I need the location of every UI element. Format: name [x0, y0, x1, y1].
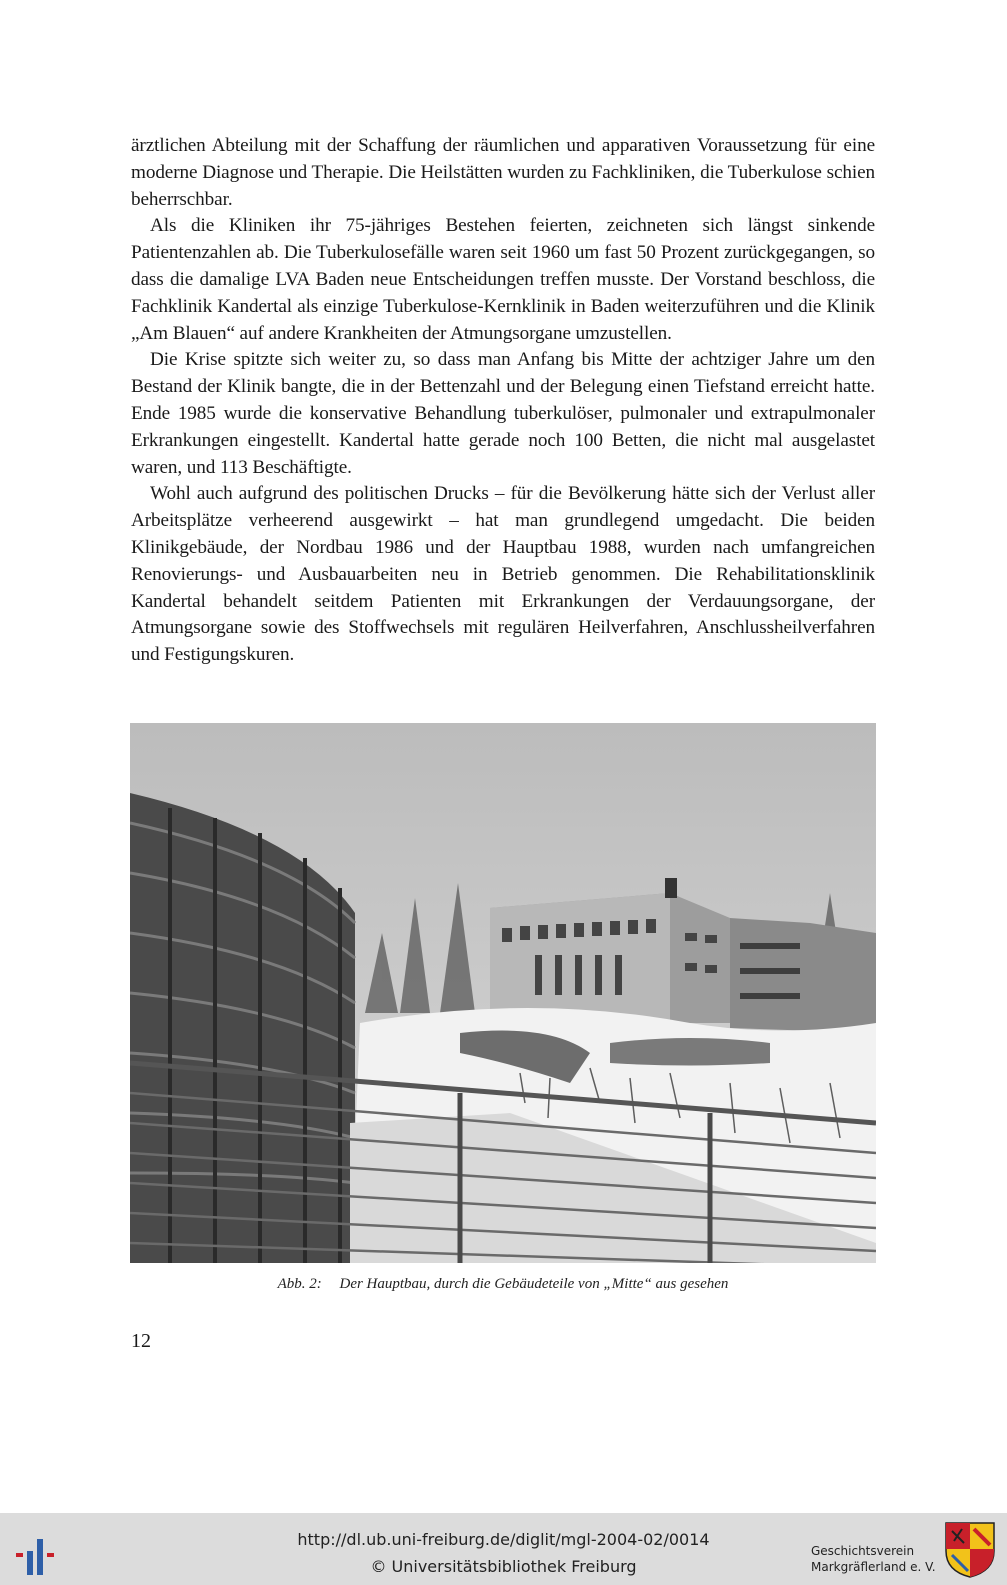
building-photo [130, 723, 876, 1263]
body-text [131, 133, 875, 669]
paragraph: Wohl auch aufgrund des politischen Drucks – für die Bevölkerung hätte sich der Verlust aller Arbeitsplätze verheerend ausgewirkt – hat man grundlegend umgedacht. Die beiden Klinikgebäude, der Nordbau 1986 und der Hauptbau 1988, wurden nach umfangreichen Renovierungs- und Ausbauarbeiten neu in Betrieb genommen. Die Rehabilitationsklinik Kandertal behandelt seitdem Patienten mit Erkrankungen der Verdauungsorgane, der Atmungsorgane sowie des Stoffwechsels mit regulären Heilverfahren, Anschlussheilverfahren und Festigungskuren. [131, 483, 875, 666]
paragraph: Die Krise spitzte sich weiter zu, so dass man Anfang bis Mitte der achtziger Jahre um den Bestand der Klinik bangte, die in der Bettenzahl und der Belegung einen Tiefstand erreicht hatte. Ende 1985 wurde die konservative Behandlung tuberkulöser, pulmonaler und extrapulmonaler Erkrankungen eingestellt. Kandertal hatte gerade noch 100 Betten, die nicht mal ausgelastet waren, und 113 Beschäftigte. [131, 349, 875, 478]
paragraph: Als die Kliniken ihr 75-jähriges Bestehen feierten, zeichneten sich längst sinkende Patientenzahlen ab. Die Tuberkulosefälle waren seit 1960 um fast 50 Prozent zurückgegangen, so dass die damalige LVA Baden neue Entscheidungen treffen musste. Der Vorstand beschloss, die Fachklinik Kandertal als einzige Tuberkulose-Kernklinik in Baden weiterzuführen und die Klinik „Am Blauen“ auf andere Krankheiten der Atmungsorgane umzustellen. [131, 215, 875, 344]
figure-label: Abb. 2: [277, 1276, 322, 1292]
footer-copyright: © Universitätsbibliothek Freiburg [370, 1557, 637, 1576]
footer-url-link[interactable]: http://dl.ub.uni-freiburg.de/diglit/mgl-2004-02/0014 [297, 1530, 710, 1549]
org-line-1: Geschichtsverein [811, 1544, 915, 1558]
figure-caption [130, 1276, 876, 1293]
footer-organization [811, 1543, 936, 1575]
page-number: 12 [131, 1330, 151, 1352]
figure-caption-text: Der Hauptbau, durch die Gebäudeteile von „Mitte“ aus gesehen [339, 1276, 729, 1292]
org-line-2: Markgräflerland e. V. [811, 1560, 936, 1574]
paragraph: ärztlichen Abteilung mit der Schaffung der räumlichen und apparativen Voraussetzung für eine moderne Diagnose und Therapie. Die Heilstätten wurden zu Fachkliniken, die Tuberkulose schien beherrschbar. [131, 135, 875, 210]
footer-bar [0, 1513, 1007, 1585]
coat-of-arms-icon [944, 1521, 996, 1579]
